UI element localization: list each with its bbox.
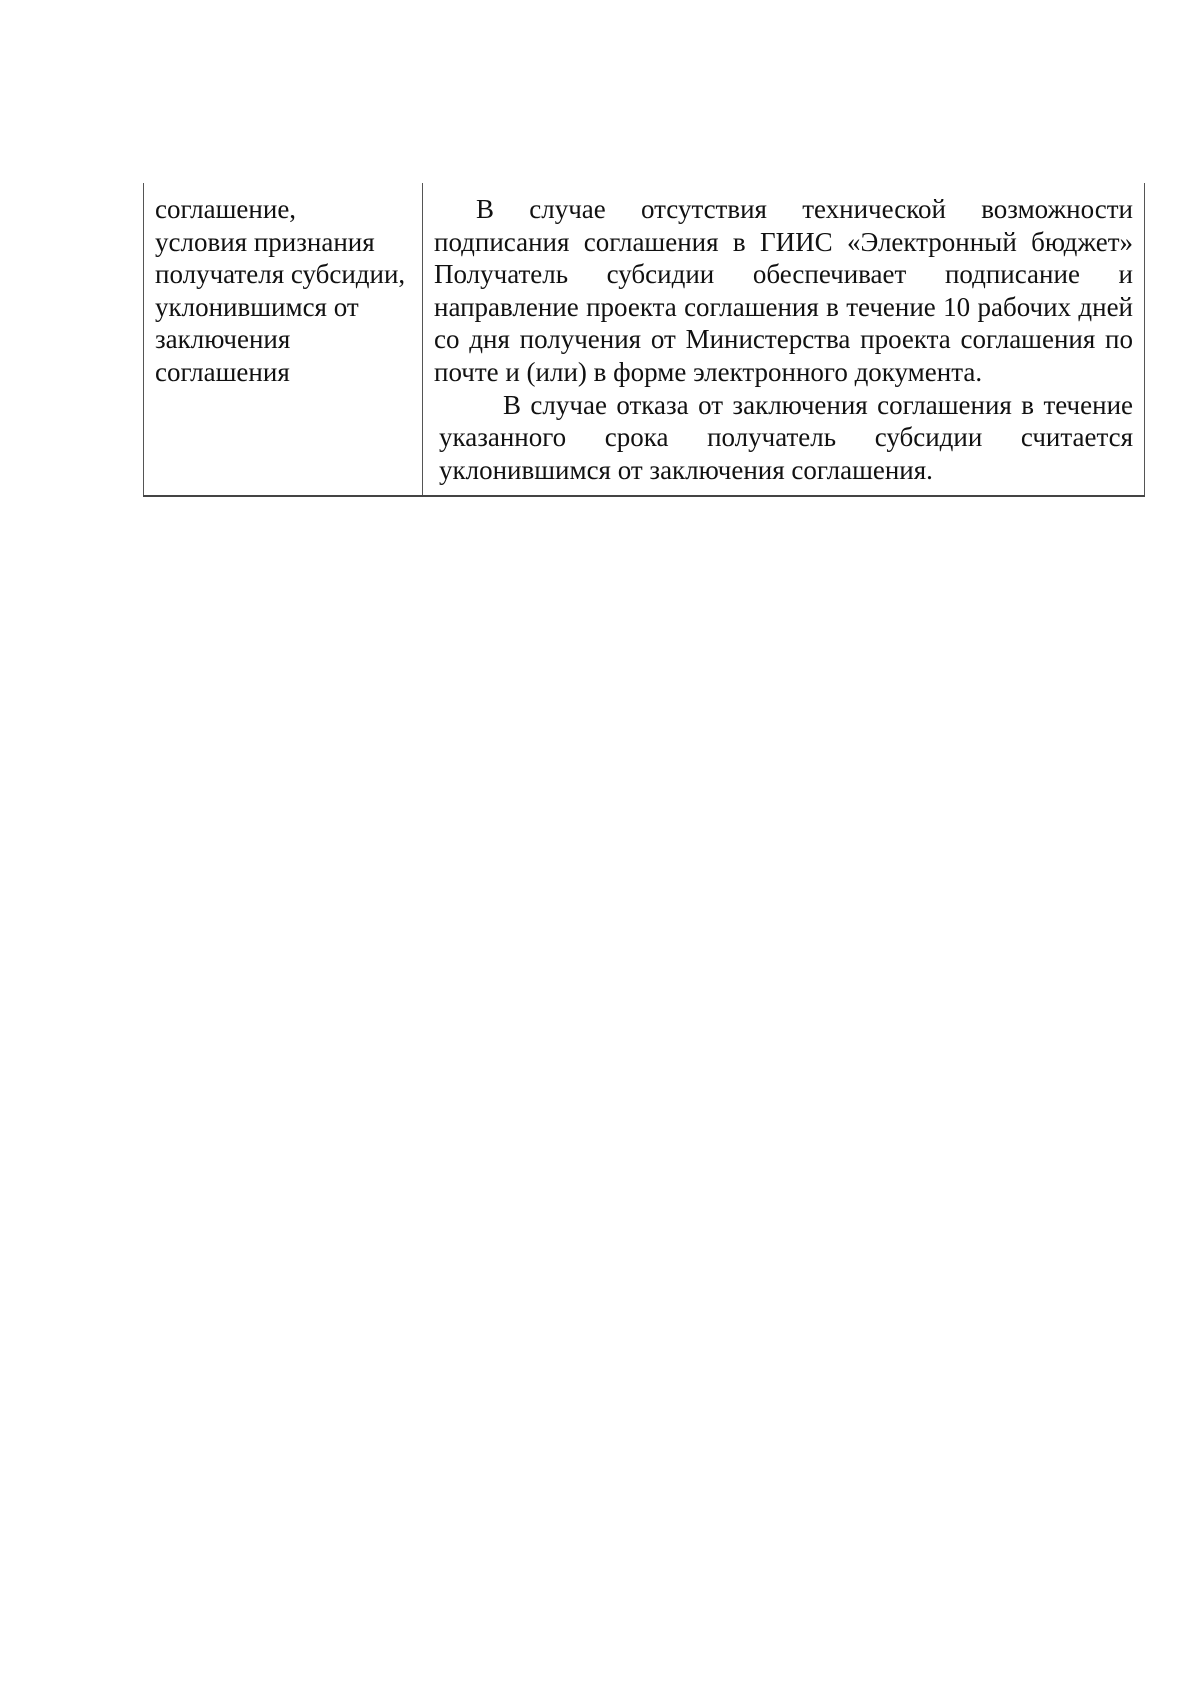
left-cell-line: соглашения bbox=[155, 356, 290, 387]
left-cell-line: получателя субсидии, bbox=[155, 259, 406, 290]
conditions-table bbox=[143, 183, 1145, 497]
left-cell-line: условия признания bbox=[155, 226, 375, 257]
table-row bbox=[144, 183, 1145, 496]
left-cell bbox=[144, 183, 423, 496]
left-cell-line: соглашение, bbox=[155, 194, 297, 224]
paragraph-no-technical-possibility: В случае отсутствия технической возможности подписания соглашения в ГИИС «Электронный бюджет» Получатель субсидии обеспечивает подписание и направление проекта соглашения в течение 10 рабочих дней со дня получения от Министерства проекта соглашения по почте и (или) в форме электронного документа. bbox=[434, 194, 1133, 387]
right-cell bbox=[423, 183, 1145, 496]
left-cell-line: уклонившимся от bbox=[155, 291, 359, 322]
left-cell-line: заключения bbox=[155, 324, 291, 355]
paragraph-refusal: В случае отказа от заключения соглашения в течение указанного срока получатель субсидии считается уклонившимся от заключения соглашения. bbox=[439, 389, 1133, 485]
